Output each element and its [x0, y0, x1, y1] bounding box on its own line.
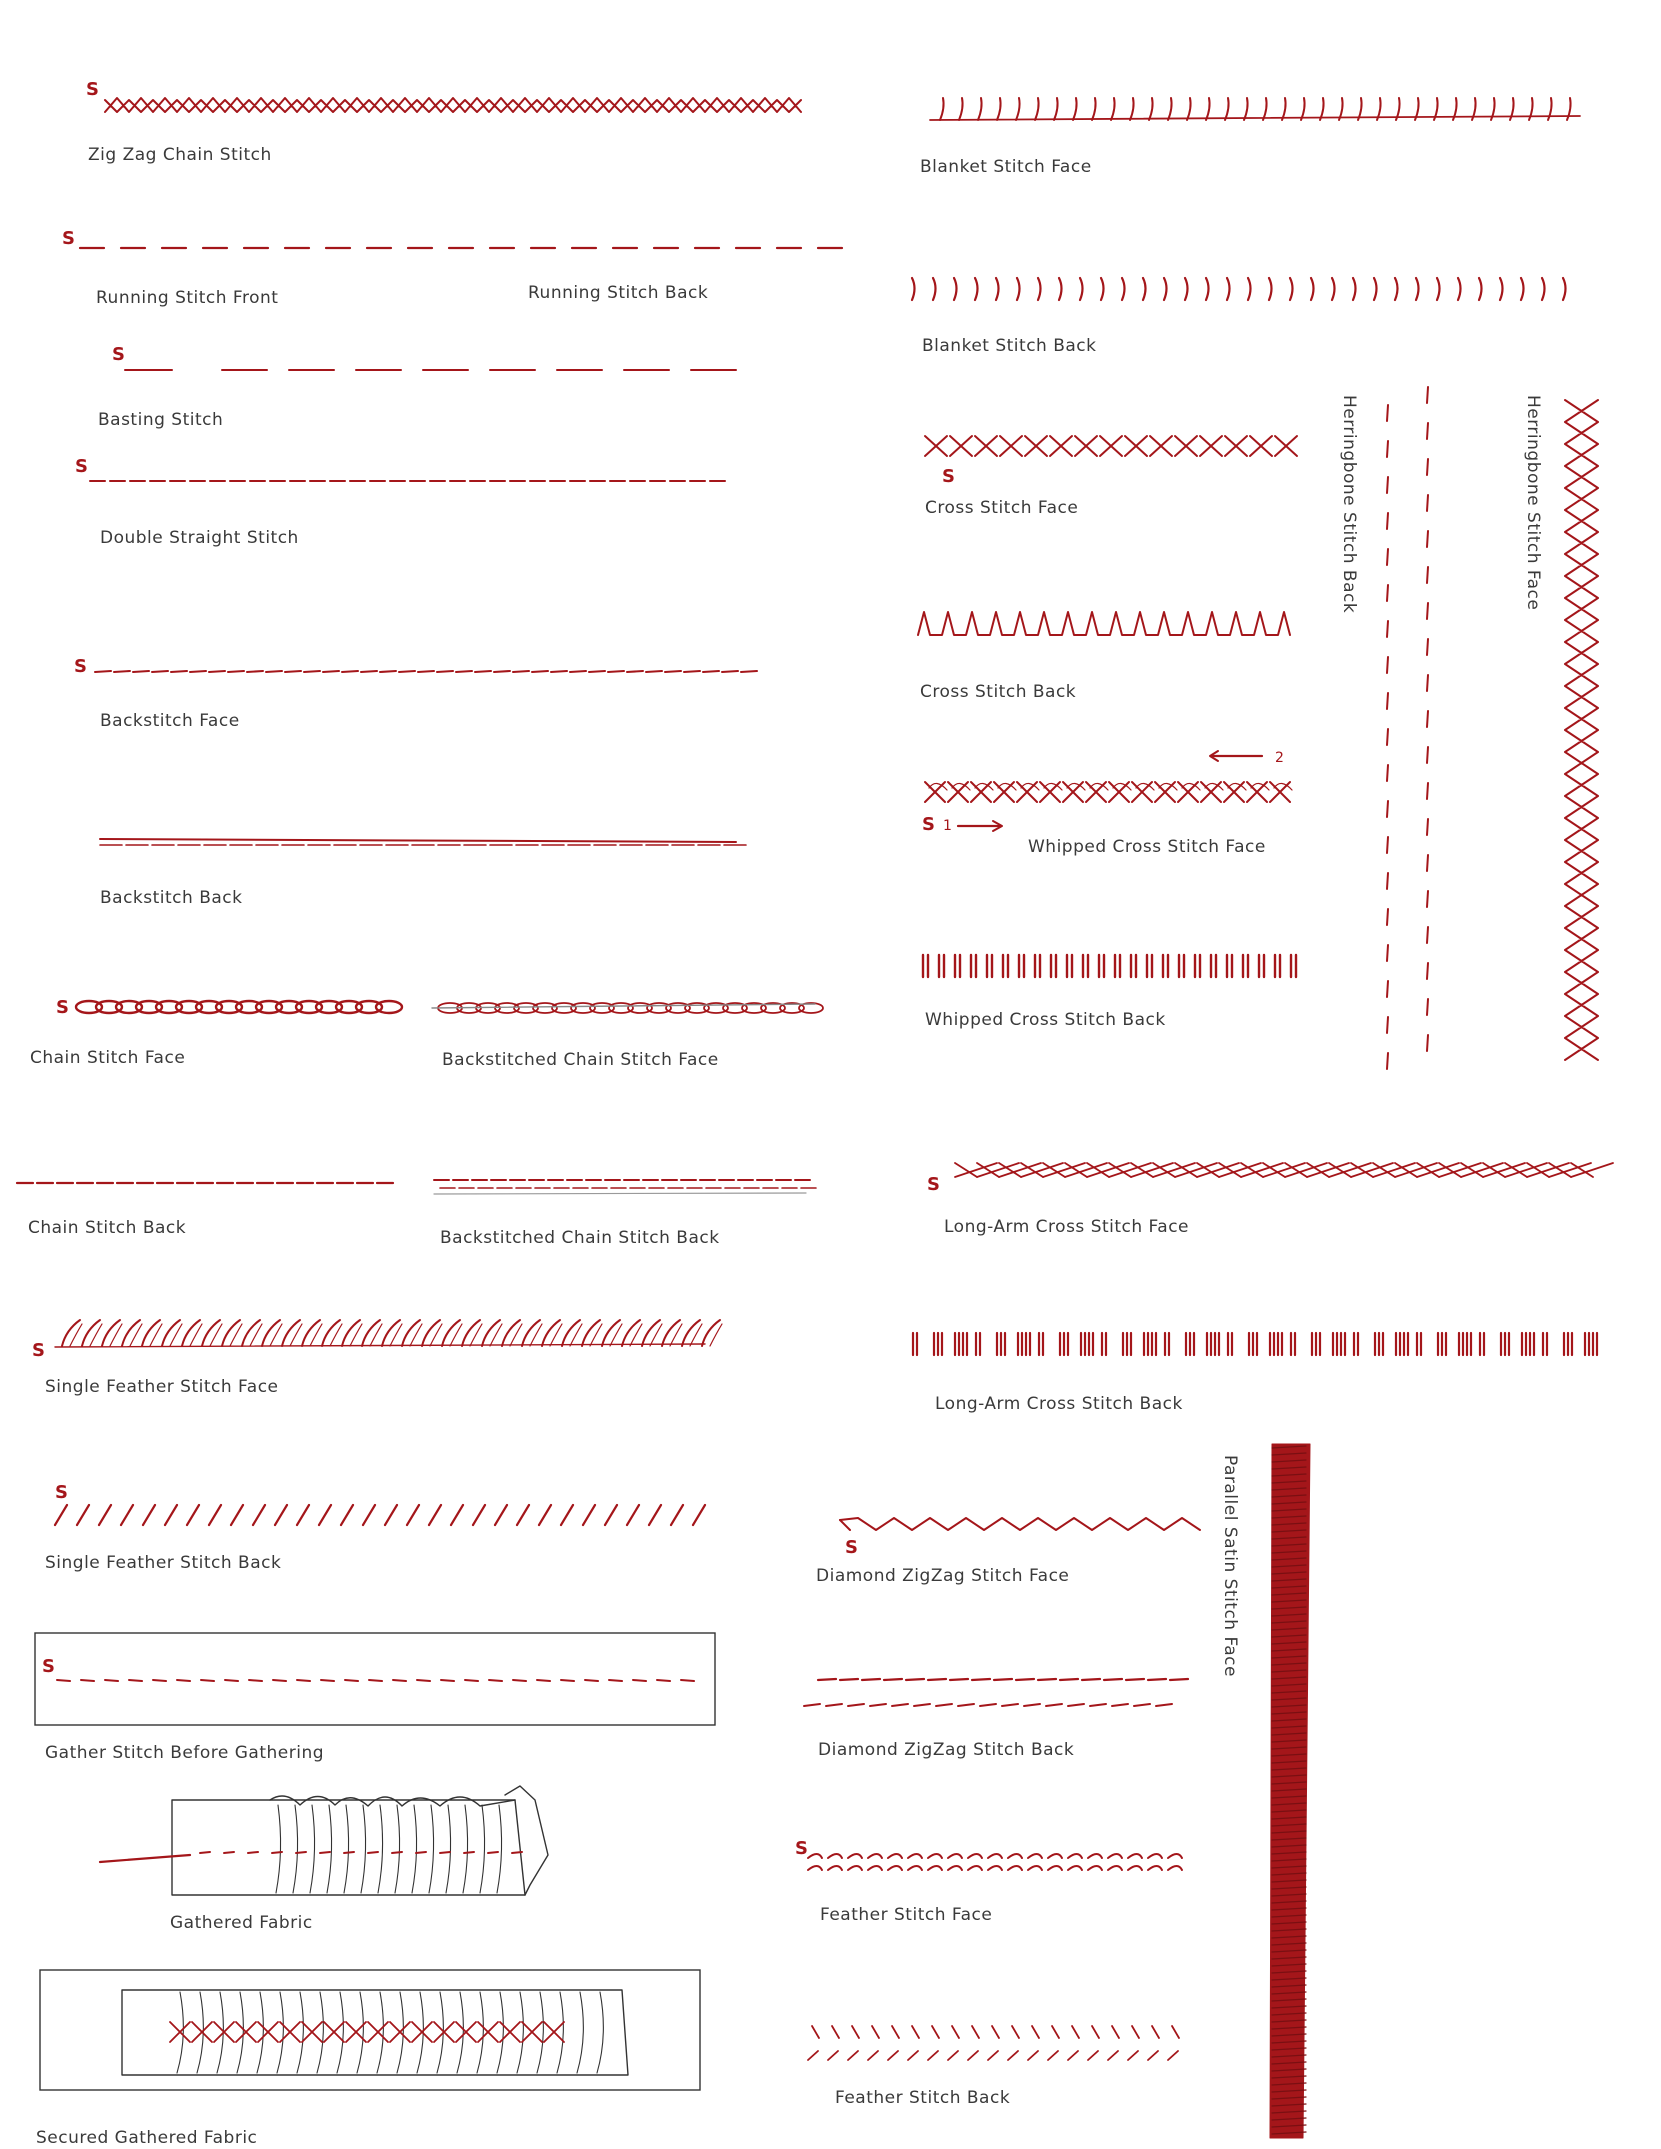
start-marker-zigzag-chain: S — [86, 79, 99, 100]
start-marker-running: S — [62, 228, 75, 249]
herringbone-stitch-face — [1565, 400, 1598, 1060]
label-chain-stitch-back: Chain Stitch Back — [28, 1218, 187, 1238]
start-marker-whipped-cross: S — [922, 814, 935, 835]
start-marker-chain: S — [56, 997, 69, 1018]
backstitched-chain-stitch-back — [434, 1180, 816, 1194]
label-herringbone-stitch-back: Herringbone Stitch Back — [1339, 395, 1359, 614]
label-cross-stitch-face: Cross Stitch Face — [925, 498, 1079, 518]
label-long-arm-cross-stitch-back: Long-Arm Cross Stitch Back — [935, 1394, 1183, 1414]
chain-stitch-face — [76, 1001, 402, 1013]
label-backstitch-back: Backstitch Back — [100, 888, 243, 908]
label-diamond-zigzag-stitch-back: Diamond ZigZag Stitch Back — [818, 1740, 1075, 1760]
start-marker-gather: S — [42, 1656, 55, 1677]
parallel-satin-stitch-face — [1270, 1444, 1310, 2138]
diamond-zigzag-stitch-face — [840, 1518, 1200, 1530]
blanket-stitch-face — [930, 98, 1580, 120]
label-long-arm-cross-stitch-face: Long-Arm Cross Stitch Face — [944, 1217, 1189, 1237]
start-marker-single-feather-back: S — [55, 1482, 68, 1503]
label-blanket-stitch-face: Blanket Stitch Face — [920, 157, 1092, 177]
label-backstitch-face: Backstitch Face — [100, 711, 240, 731]
cross-stitch-face — [925, 436, 1297, 456]
stitch-labels — [28, 145, 1543, 2148]
label-backstitched-chain-stitch-back: Backstitched Chain Stitch Back — [440, 1228, 720, 1248]
label-single-feather-stitch-back: Single Feather Stitch Back — [45, 1553, 282, 1573]
label-double-straight-stitch: Double Straight Stitch — [100, 528, 299, 548]
start-marker-feather: S — [795, 1838, 808, 1859]
label-cross-stitch-back: Cross Stitch Back — [920, 682, 1077, 702]
backstitch-face — [95, 671, 757, 672]
secured-gathered-fabric — [40, 1970, 700, 2090]
label-whipped-cross-stitch-back: Whipped Cross Stitch Back — [925, 1010, 1166, 1030]
label-feather-stitch-back: Feather Stitch Back — [835, 2088, 1011, 2108]
start-marker-long-arm-cross: S — [927, 1174, 940, 1195]
label-basting-stitch: Basting Stitch — [98, 410, 224, 430]
label-gather-stitch-before-gathering: Gather Stitch Before Gathering — [45, 1743, 325, 1763]
whipped-cross-stitch-back — [923, 955, 1296, 977]
start-marker-single-feather: S — [32, 1340, 45, 1361]
blanket-stitch-back — [912, 278, 1566, 300]
label-running-stitch-front: Running Stitch Front — [96, 288, 279, 308]
feather-stitch-back — [808, 2026, 1179, 2060]
gather-stitch-before-gathering — [35, 1633, 715, 1725]
label-whipped-cross-stitch-face: Whipped Cross Stitch Face — [1028, 837, 1266, 857]
feather-stitch-face — [808, 1854, 1182, 1870]
label-running-stitch-back: Running Stitch Back — [528, 283, 709, 303]
arrow-number-two: 2 — [1275, 750, 1284, 766]
start-marker-double-straight: S — [75, 456, 88, 477]
start-marker-basting: S — [112, 344, 125, 365]
stitch-drawings — [17, 98, 1613, 2138]
whipped-cross-stitch-face — [925, 751, 1292, 831]
label-feather-stitch-face: Feather Stitch Face — [820, 1905, 993, 1925]
gathered-fabric — [100, 1786, 548, 1895]
arrow-number-one: 1 — [943, 818, 952, 834]
start-marker-backstitch: S — [74, 656, 87, 677]
label-chain-stitch-face: Chain Stitch Face — [30, 1048, 186, 1068]
start-marker-diamond-zigzag: S — [845, 1537, 858, 1558]
herringbone-stitch-back — [1387, 387, 1428, 1069]
label-diamond-zigzag-stitch-face: Diamond ZigZag Stitch Face — [816, 1566, 1070, 1586]
long-arm-cross-stitch-back — [913, 1333, 1597, 1355]
diamond-zigzag-stitch-back — [804, 1679, 1188, 1706]
label-parallel-satin-stitch-face: Parallel Satin Stitch Face — [1220, 1455, 1240, 1677]
label-blanket-stitch-back: Blanket Stitch Back — [922, 336, 1097, 356]
label-backstitched-chain-stitch-face: Backstitched Chain Stitch Face — [442, 1050, 719, 1070]
label-secured-gathered-fabric: Secured Gathered Fabric — [36, 2128, 258, 2148]
backstitched-chain-stitch-face — [432, 1003, 823, 1013]
label-single-feather-stitch-face: Single Feather Stitch Face — [45, 1377, 279, 1397]
start-marker-cross: S — [942, 466, 955, 487]
label-gathered-fabric: Gathered Fabric — [170, 1913, 313, 1933]
single-feather-stitch-back — [55, 1505, 705, 1525]
single-feather-stitch-face — [55, 1320, 722, 1347]
cross-stitch-back — [918, 612, 1290, 635]
label-zigzag-chain-stitch: Zig Zag Chain Stitch — [88, 145, 272, 165]
backstitch-back — [100, 839, 746, 845]
zigzag-chain-stitch — [105, 98, 801, 112]
label-herringbone-stitch-face: Herringbone Stitch Face — [1523, 395, 1543, 611]
long-arm-cross-stitch-face — [955, 1163, 1613, 1177]
